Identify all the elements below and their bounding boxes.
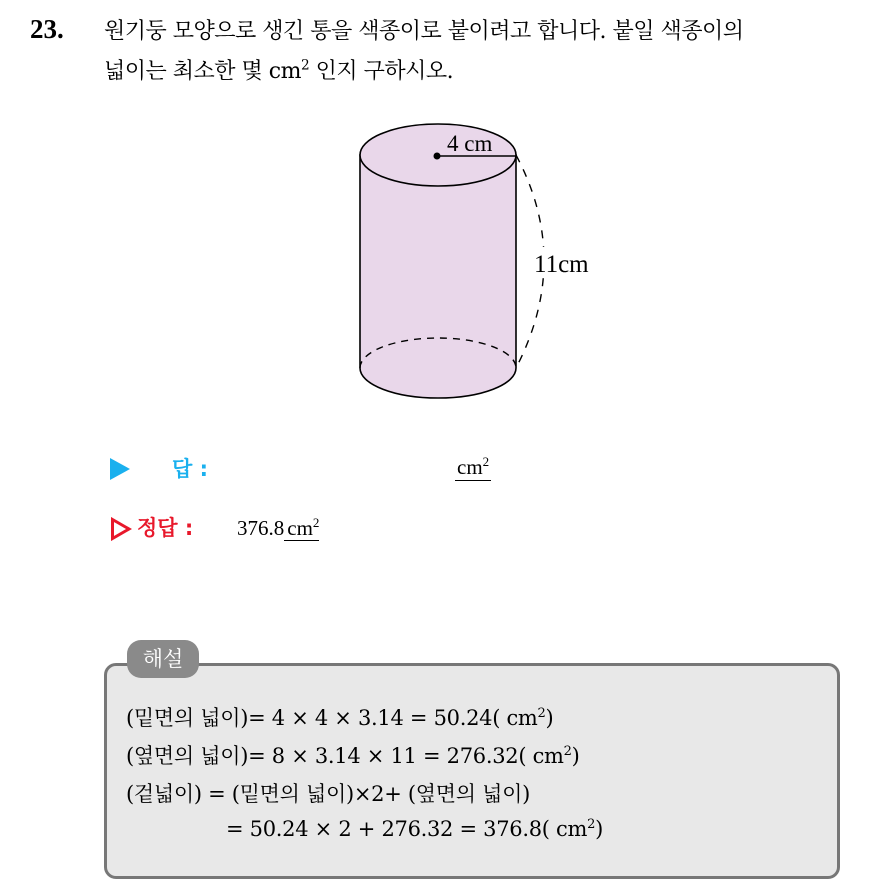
correct-answer-row xyxy=(110,515,320,541)
correct-answer-unit: cm xyxy=(287,516,313,540)
answer-blank[interactable] xyxy=(455,455,491,481)
question-text-line2 xyxy=(104,54,453,85)
explanation-line2-text: (옆면의 넓이)= 8 × 3.14 × 11 = 276.32( cm xyxy=(126,744,564,768)
height-label: 11cm xyxy=(534,251,589,278)
explanation-tab: 해설 xyxy=(127,640,199,678)
explanation-line2-superscript: 2 xyxy=(563,744,572,759)
correct-answer-label: 정답 : xyxy=(137,516,194,540)
explanation-line1-text: (밑면의 넓이)= 4 × 4 × 3.14 = 50.24( cm xyxy=(126,706,538,730)
cylinder-diagram xyxy=(340,110,640,420)
correct-answer-unit-superscript: 2 xyxy=(312,515,320,530)
explanation-line-base-area xyxy=(126,702,553,732)
explanation-line1-superscript: 2 xyxy=(537,706,546,721)
answer-label: 답 : xyxy=(172,457,208,481)
cylinder-figure xyxy=(340,110,640,420)
correct-answer-value-group xyxy=(237,516,319,541)
question-text-line2-prefix: 넓이는 최소한 몇 cm xyxy=(104,59,301,84)
explanation-line2-end: ) xyxy=(571,744,580,768)
explanation-box xyxy=(104,663,840,879)
question-text-line1: 원기둥 모양으로 생긴 통을 색종이로 붙이려고 합니다. 붙일 색종이의 xyxy=(104,19,744,44)
answer-unit: cm xyxy=(457,455,483,479)
cylinder-body xyxy=(360,155,516,398)
explanation-line4-superscript: 2 xyxy=(587,817,596,832)
explanation-line-surface-formula: (겉넓이) = (밑면의 넓이)×2+ (옆면의 넓이) xyxy=(126,782,530,806)
explanation-line1-end: ) xyxy=(545,706,554,730)
radius-label: 4 cm xyxy=(447,131,493,156)
question-text-line2-suffix: 인지 구하시오. xyxy=(309,59,454,84)
question-number: 23. xyxy=(30,14,64,44)
red-outline-triangle-icon xyxy=(110,517,132,541)
explanation-line4-end: ) xyxy=(595,817,604,841)
answer-unit-superscript: 2 xyxy=(482,454,490,469)
explanation-line-surface-result xyxy=(226,817,603,841)
correct-answer-value: 376.8 xyxy=(237,516,285,540)
correct-answer-unit-wrap xyxy=(284,516,319,541)
blue-triangle-icon xyxy=(110,458,130,480)
answer-row xyxy=(110,454,490,481)
explanation-line-side-area xyxy=(126,740,580,770)
question-unit-superscript: 2 xyxy=(300,57,310,74)
explanation-line4-text: = 50.24 × 2 + 276.32 = 376.8( cm xyxy=(226,817,588,841)
